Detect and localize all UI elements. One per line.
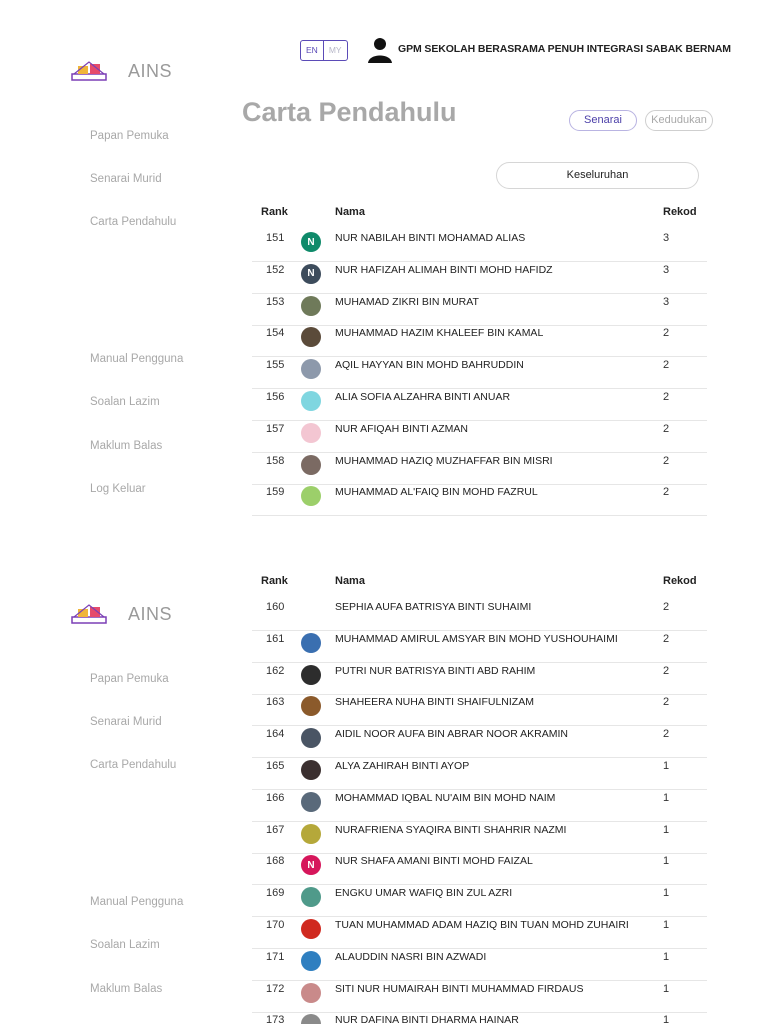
row-rank: 152 xyxy=(266,263,285,276)
row-rank: 167 xyxy=(266,823,285,836)
table-row[interactable] xyxy=(252,1012,707,1024)
row-rank: 171 xyxy=(266,950,285,963)
brand[interactable] xyxy=(70,603,172,625)
table-row[interactable] xyxy=(252,599,707,631)
col-record: Rekod xyxy=(663,206,697,218)
row-rank: 151 xyxy=(266,232,285,244)
avatar-photo xyxy=(301,728,321,748)
table-row[interactable] xyxy=(252,885,707,917)
row-record: 1 xyxy=(663,1014,670,1024)
row-name: NUR SHAFA AMANI BINTI MOHD FAIZAL xyxy=(335,855,533,868)
nav-manual-pengguna[interactable]: Manual Pengguna xyxy=(90,353,184,365)
table-row[interactable] xyxy=(252,262,707,294)
table-row[interactable] xyxy=(252,949,707,981)
table-row[interactable] xyxy=(252,981,707,1013)
row-name: PUTRI NUR BATRISYA BINTI ABD RAHIM xyxy=(335,664,536,677)
table-row[interactable] xyxy=(252,694,707,726)
avatar-photo xyxy=(301,696,321,716)
row-rank: 154 xyxy=(266,327,285,340)
avatar-photo xyxy=(301,359,321,379)
avatar-photo xyxy=(301,327,321,347)
row-name: SHAHEERA NUHA BINTI SHAIFULNIZAM xyxy=(335,696,534,709)
row-record: 3 xyxy=(663,263,670,276)
nav-log-keluar[interactable]: Log Keluar xyxy=(90,483,146,495)
avatar-photo xyxy=(301,296,321,316)
row-name: ALAUDDIN NASRI BIN AZWADI xyxy=(335,950,487,963)
row-rank: 160 xyxy=(266,601,285,613)
row-rank: 157 xyxy=(266,422,285,435)
row-rank: 161 xyxy=(266,632,285,645)
nav-carta-pendahulu[interactable]: Carta Pendahulu xyxy=(90,216,177,228)
row-record: 2 xyxy=(663,632,670,645)
row-record: 1 xyxy=(663,855,670,868)
col-rank: Rank xyxy=(261,575,288,587)
table-row[interactable] xyxy=(252,421,707,453)
row-record: 1 xyxy=(663,919,670,931)
row-rank: 158 xyxy=(266,454,285,467)
brand-name: AINS xyxy=(128,60,173,81)
row-record: 1 xyxy=(663,760,670,772)
row-rank: 169 xyxy=(266,887,285,900)
table-row[interactable] xyxy=(252,294,707,326)
row-name: MUHAMMAD AMIRUL AMSYAR BIN MOHD YUSHOUHAIMI xyxy=(335,632,618,645)
row-rank: 165 xyxy=(266,760,285,772)
nav-carta-pendahulu[interactable]: Carta Pendahulu xyxy=(90,759,177,771)
table-header xyxy=(252,575,707,589)
row-record: 1 xyxy=(663,950,670,963)
row-name: NUR HAFIZAH ALIMAH BINTI MOHD HAFIDZ xyxy=(335,263,553,276)
table-row[interactable] xyxy=(252,631,707,663)
table-row[interactable] xyxy=(252,853,707,885)
row-rank: 155 xyxy=(266,359,285,372)
row-record: 1 xyxy=(663,791,670,804)
table-row[interactable] xyxy=(252,758,707,790)
avatar-photo xyxy=(301,983,321,1003)
row-name: AQIL HAYYAN BIN MOHD BAHRUDDIN xyxy=(335,359,524,372)
row-name: ALYA ZAHIRAH BINTI AYOP xyxy=(335,760,470,772)
table-row[interactable] xyxy=(252,325,707,357)
table-row[interactable] xyxy=(252,790,707,822)
avatar-photo xyxy=(301,455,321,475)
row-name: SEPHIA AUFA BATRISYA BINTI SUHAIMI xyxy=(335,601,532,613)
table-row[interactable] xyxy=(252,453,707,485)
nav-soalan-lazim[interactable]: Soalan Lazim xyxy=(90,939,160,951)
nav-papan-pemuka[interactable]: Papan Pemuka xyxy=(90,130,169,142)
row-rank: 168 xyxy=(266,855,285,868)
row-record: 2 xyxy=(663,486,670,499)
nav-soalan-lazim[interactable]: Soalan Lazim xyxy=(90,396,160,408)
table-header xyxy=(252,206,707,220)
row-record: 3 xyxy=(663,295,670,308)
row-name: MUHAMMAD HAZIQ MUZHAFFAR BIN MISRI xyxy=(335,454,553,467)
lang-en-button[interactable]: EN xyxy=(301,41,324,60)
row-record: 2 xyxy=(663,696,670,709)
row-name: NUR DAFINA BINTI DHARMA HAINAR xyxy=(335,1014,519,1024)
brand-name: AINS xyxy=(128,603,173,624)
row-rank: 162 xyxy=(266,664,285,677)
page-title: Carta Pendahulu xyxy=(242,97,457,127)
row-name: TUAN MUHAMMAD ADAM HAZIQ BIN TUAN MOHD ZUHAIRI xyxy=(335,919,629,931)
row-name: SITI NUR HUMAIRAH BINTI MUHAMMAD FIRDAUS xyxy=(335,982,584,995)
row-name: MUHAMMAD AL'FAIQ BIN MOHD FAZRUL xyxy=(335,486,538,499)
tab-kedudukan[interactable]: Kedudukan xyxy=(645,110,713,131)
row-record: 1 xyxy=(663,887,670,900)
row-name: NURAFRIENA SYAQIRA BINTI SHAHRIR NAZMI xyxy=(335,823,567,836)
row-record: 2 xyxy=(663,601,670,613)
row-rank: 170 xyxy=(266,919,285,931)
table-row[interactable] xyxy=(252,726,707,758)
lang-my-button[interactable]: MY xyxy=(328,45,342,55)
avatar-photo xyxy=(301,919,321,939)
avatar-photo xyxy=(301,824,321,844)
tab-senarai[interactable]: Senarai xyxy=(569,110,637,131)
row-record: 2 xyxy=(663,454,670,467)
row-record: 2 xyxy=(663,391,670,403)
row-rank: 159 xyxy=(266,486,285,499)
row-record: 3 xyxy=(663,232,670,244)
row-name: MOHAMMAD IQBAL NU'AIM BIN MOHD NAIM xyxy=(335,791,556,804)
avatar-photo xyxy=(301,423,321,443)
avatar-photo xyxy=(301,633,321,653)
school-name: GPM SEKOLAH BERASRAMA PENUH INTEGRASI SABAK BERNAM xyxy=(398,43,731,55)
avatar-photo xyxy=(301,792,321,812)
table-row[interactable] xyxy=(252,663,707,695)
row-rank: 163 xyxy=(266,696,285,709)
avatar-photo xyxy=(301,1014,321,1024)
row-record: 2 xyxy=(663,359,670,372)
row-rank: 156 xyxy=(266,391,285,403)
table-row[interactable] xyxy=(252,389,707,421)
avatar-photo xyxy=(301,486,321,506)
nav-manual-pengguna[interactable]: Manual Pengguna xyxy=(90,896,184,908)
scope-filter-select[interactable]: Keseluruhan xyxy=(496,162,699,189)
avatar-photo xyxy=(301,665,321,685)
row-name: AIDIL NOOR AUFA BIN ABRAR NOOR AKRAMIN xyxy=(335,728,568,741)
table-row[interactable] xyxy=(252,357,707,389)
nav-maklum-balas[interactable]: Maklum Balas xyxy=(90,983,163,995)
avatar-initial: N xyxy=(301,855,321,875)
avatar-initial: N xyxy=(301,232,321,252)
col-rank: Rank xyxy=(261,206,288,218)
nav-maklum-balas[interactable]: Maklum Balas xyxy=(90,440,163,452)
row-record: 2 xyxy=(663,422,670,435)
avatar-initial: N xyxy=(301,264,321,284)
row-record: 2 xyxy=(663,327,670,340)
col-name: Nama xyxy=(335,575,365,587)
row-rank: 153 xyxy=(266,295,285,308)
row-rank: 172 xyxy=(266,982,285,995)
table-row[interactable] xyxy=(252,230,707,262)
avatar-photo xyxy=(301,887,321,907)
col-name: Nama xyxy=(335,206,365,218)
ains-logo-icon xyxy=(70,603,108,625)
language-switch xyxy=(300,40,348,61)
table-row[interactable] xyxy=(252,822,707,854)
table-row[interactable] xyxy=(252,917,707,949)
row-name: MUHAMMAD HAZIM KHALEEF BIN KAMAL xyxy=(335,327,544,340)
row-record: 1 xyxy=(663,823,670,836)
avatar-photo xyxy=(301,951,321,971)
row-record: 2 xyxy=(663,728,670,741)
nav-senarai-murid[interactable]: Senarai Murid xyxy=(90,173,162,185)
row-rank: 173 xyxy=(266,1014,285,1024)
row-record: 2 xyxy=(663,664,670,677)
user-silhouette-icon[interactable] xyxy=(366,36,394,64)
nav-senarai-murid[interactable]: Senarai Murid xyxy=(90,716,162,728)
row-name: ENGKU UMAR WAFIQ BIN ZUL AZRI xyxy=(335,887,513,900)
avatar-photo xyxy=(301,391,321,411)
row-name: NUR NABILAH BINTI MOHAMAD ALIAS xyxy=(335,232,526,244)
row-record: 1 xyxy=(663,982,670,995)
row-rank: 164 xyxy=(266,728,285,741)
avatar-photo xyxy=(301,760,321,780)
row-name: NUR AFIQAH BINTI AZMAN xyxy=(335,422,469,435)
nav-papan-pemuka[interactable]: Papan Pemuka xyxy=(90,673,169,685)
ains-logo-icon xyxy=(70,60,108,82)
row-rank: 166 xyxy=(266,791,285,804)
col-record: Rekod xyxy=(663,575,697,587)
table-row[interactable] xyxy=(252,484,707,516)
row-name: ALIA SOFIA ALZAHRA BINTI ANUAR xyxy=(335,391,511,403)
row-name: MUHAMAD ZIKRI BIN MURAT xyxy=(335,295,479,308)
brand[interactable] xyxy=(70,60,172,82)
